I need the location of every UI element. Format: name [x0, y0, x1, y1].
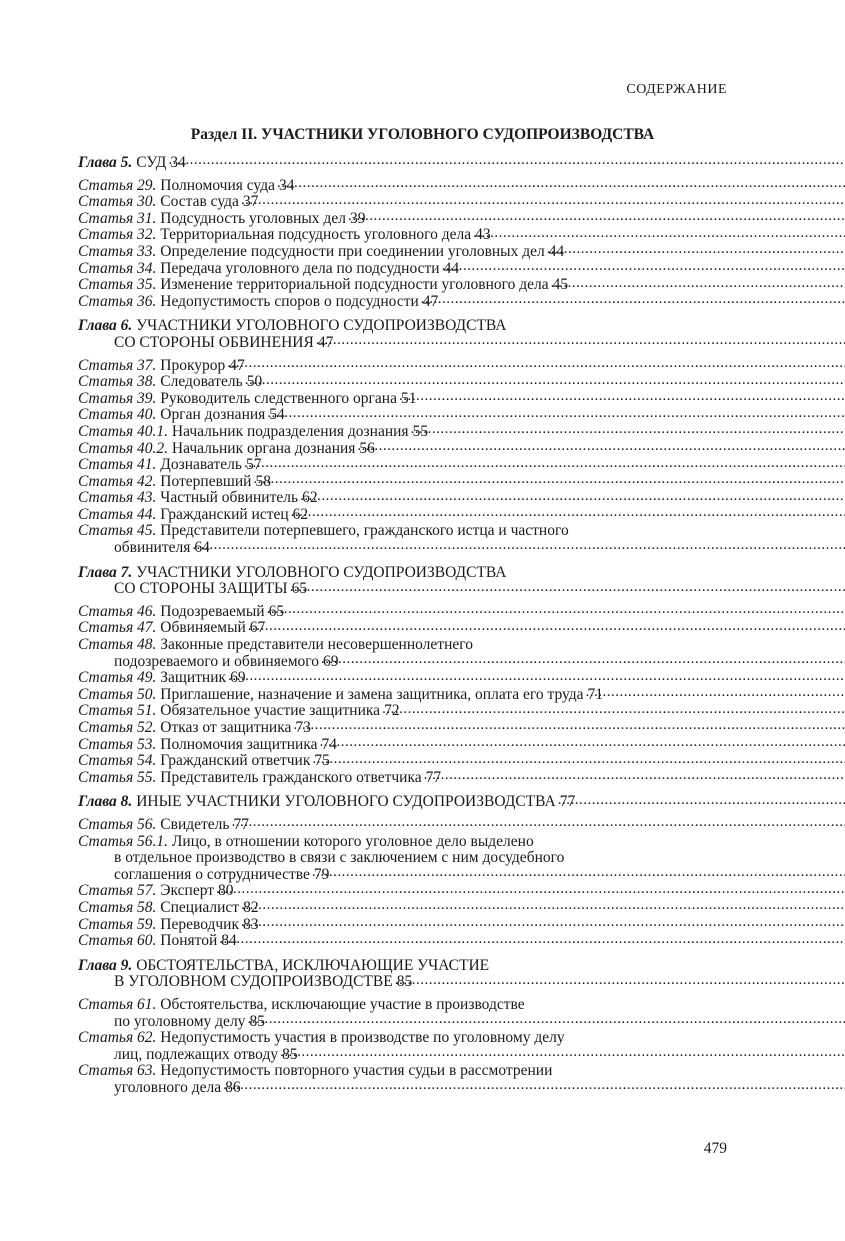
article-title: Гражданский ответчик [160, 752, 311, 770]
article-line [78, 294, 727, 311]
article-label: Статья 36. [78, 292, 157, 310]
chapter-title: СО СТОРОНЫ ЗАЩИТЫ [114, 580, 288, 598]
article-line [78, 540, 727, 557]
article-title: Территориальная подсудность уголовного дела [160, 226, 472, 244]
article-title: Обвиняемый [160, 619, 246, 637]
article-entry [78, 620, 727, 637]
article-text [78, 456, 242, 473]
article-label: Статья 40.1. [78, 422, 169, 440]
article-title: Орган дознания [160, 406, 266, 424]
section-title: Раздел II. УЧАСТНИКИ УГОЛОВНОГО СУДОПРОИЗВОДСТВА [190, 126, 655, 143]
article-label: Статья 32. [78, 226, 157, 244]
article-entry [78, 294, 727, 311]
article-title: Отказ от защитника [160, 719, 292, 736]
article-text [78, 669, 226, 686]
article-title: Гражданский истец [160, 505, 289, 523]
article-text [78, 719, 291, 736]
article-page: 85 [282, 1045, 298, 1063]
article-label: Статья 37. [78, 356, 157, 374]
article-text [78, 916, 239, 933]
article-title: Представители потерпевшего, гражданского истца и частного [160, 522, 569, 540]
article-title: Начальник органа дознания [171, 439, 356, 457]
article-text [78, 489, 298, 506]
article-label: Статья 56.1. [78, 832, 169, 850]
article-page: 69 [230, 669, 246, 687]
article-line [78, 1080, 727, 1097]
chapter-block [78, 318, 727, 556]
article-page: 84 [221, 932, 237, 950]
article-page: 47 [422, 292, 439, 310]
chapter-text [114, 334, 314, 351]
article-label: Статья 46. [78, 602, 157, 620]
article-text [114, 539, 190, 556]
chapter-line [78, 335, 727, 352]
article-line [78, 1047, 727, 1064]
article-entry [78, 1063, 727, 1096]
article-label: Статья 44. [78, 505, 157, 523]
article-page: 75 [314, 752, 330, 770]
article-line [78, 507, 727, 524]
chapter-block [78, 565, 727, 787]
article-label: Статья 51. [78, 702, 157, 720]
article-line [78, 933, 727, 950]
chapter-heading [78, 565, 727, 598]
article-page: 82 [243, 898, 259, 916]
article-page: 62 [302, 489, 318, 507]
article-title: Дознаватель [160, 456, 242, 474]
table-of-contents [78, 155, 727, 1104]
article-title: Потерпевший [160, 472, 252, 490]
article-text [78, 736, 318, 753]
article-text [114, 1046, 278, 1063]
article-page: 80 [218, 882, 234, 900]
article-text [78, 833, 534, 850]
article-page: 69 [323, 652, 339, 670]
article-page: 64 [194, 539, 210, 557]
chapter-label: Глава 6. [78, 317, 133, 335]
article-title: Обстоятельства, исключающие участие в производстве [160, 995, 525, 1013]
article-text [78, 506, 289, 523]
article-entry [78, 770, 727, 787]
article-title: Лицо, в отношении которого уголовное дело выделено [171, 832, 534, 850]
article-title: Защитник [160, 669, 227, 687]
article-text [78, 210, 346, 227]
article-label: Статья 29. [78, 176, 157, 194]
chapter-page: 85 [396, 973, 413, 991]
page-number: 479 [703, 1140, 727, 1157]
running-header: СОДЕРЖАНИЕ [626, 82, 727, 97]
chapter-text [114, 580, 288, 597]
article-label: Статья 48. [78, 636, 157, 654]
article-text [78, 260, 440, 277]
article-title: по уголовному делу [114, 1012, 246, 1030]
chapter-label: Глава 7. [78, 563, 133, 581]
article-label: Статья 63. [78, 1062, 157, 1080]
article-text [78, 193, 239, 210]
article-title: Начальник подразделения дознания [171, 422, 409, 440]
article-label: Статья 41. [78, 456, 157, 474]
article-label: Статья 45. [78, 522, 157, 540]
article-label: Статья 43. [78, 489, 157, 507]
chapter-label: Глава 8. [78, 793, 133, 811]
chapter-text [114, 973, 393, 990]
chapter-title: ОБСТОЯТЕЛЬСТВА, ИСКЛЮЧАЮЩИЕ УЧАСТИЕ [136, 956, 490, 974]
article-entry [78, 507, 727, 524]
article-text [78, 932, 217, 949]
article-title: Полномочия защитника [160, 735, 318, 753]
article-text [78, 473, 251, 490]
article-text [78, 373, 243, 390]
article-text [78, 769, 422, 786]
article-title: Подсудность уголовных дел [160, 209, 346, 227]
chapter-title: СУД [136, 154, 167, 171]
article-text [78, 816, 229, 833]
article-title: лиц, подлежащих отводу [114, 1045, 279, 1063]
article-title: Переводчик [160, 915, 240, 933]
chapter-label: Глава 5. [78, 154, 133, 171]
article-text [78, 752, 310, 769]
article-title: в отдельное производство в связи с заключением с ним досудебного [114, 849, 565, 867]
article-text [78, 357, 225, 374]
article-page: 72 [384, 702, 400, 720]
article-text [114, 1013, 245, 1030]
chapter-block [78, 794, 727, 949]
article-entry [78, 637, 727, 670]
article-label: Статья 50. [78, 685, 157, 703]
article-label: Статья 30. [78, 193, 157, 211]
article-title: Приглашение, назначение и замена защитника, оплата его труда [160, 685, 584, 703]
article-entry [78, 523, 727, 556]
article-label: Статья 53. [78, 735, 157, 753]
chapter-heading [78, 794, 727, 811]
article-title: Состав суда [160, 193, 239, 211]
article-page: 86 [225, 1078, 241, 1096]
article-label: Статья 42. [78, 472, 157, 490]
chapter-title: СО СТОРОНЫ ОБВИНЕНИЯ [114, 333, 314, 351]
article-label: Статья 49. [78, 669, 157, 687]
article-title: Свидетель [160, 815, 230, 833]
article-page: 39 [349, 209, 366, 227]
article-page: 62 [292, 505, 309, 523]
chapter-page: 34 [170, 154, 186, 171]
article-title: соглашения о сотрудничестве [114, 865, 310, 883]
chapter-text [78, 793, 556, 810]
article-line [78, 1014, 727, 1031]
article-page: 65 [268, 602, 285, 620]
article-page: 77 [425, 768, 442, 786]
chapter-line [78, 581, 727, 598]
article-line [78, 817, 727, 834]
article-page: 45 [552, 276, 569, 294]
article-label: Статья 40. [78, 406, 157, 424]
article-text [78, 899, 239, 916]
article-title: подозреваемого и обвиняемого [114, 652, 320, 670]
article-page: 79 [313, 865, 330, 883]
article-page: 57 [245, 456, 262, 474]
article-text [114, 1079, 221, 1096]
article-label: Статья 61. [78, 995, 157, 1013]
article-label: Статья 55. [78, 768, 157, 786]
article-title: Обязательное участие защитника [160, 702, 381, 720]
article-page: 83 [243, 915, 259, 933]
article-label: Статья 62. [78, 1029, 157, 1047]
article-title: уголовного дела [114, 1078, 222, 1096]
article-page: 56 [359, 439, 375, 457]
article-label: Статья 58. [78, 898, 157, 916]
chapter-heading [78, 318, 727, 351]
chapter-line [78, 794, 727, 811]
article-line [78, 620, 727, 637]
article-text [78, 882, 214, 899]
article-page: 67 [249, 619, 266, 637]
article-title: Специалист [160, 898, 240, 916]
article-entry [78, 997, 727, 1030]
article-label: Статья 52. [78, 719, 157, 736]
article-title: Представитель гражданского ответчика [160, 768, 422, 786]
chapter-page: 47 [317, 333, 334, 351]
article-line [78, 834, 727, 851]
chapter-title: УЧАСТНИКИ УГОЛОВНОГО СУДОПРОИЗВОДСТВА [136, 563, 507, 581]
article-label: Статья 57. [78, 882, 157, 900]
article-label: Статья 54. [78, 752, 157, 770]
article-page: 43 [475, 226, 491, 244]
article-title: Определение подсудности при соединении уголовных дел [160, 242, 545, 260]
chapter-title: УЧАСТНИКИ УГОЛОВНОГО СУДОПРОИЗВОДСТВА [136, 317, 507, 335]
article-title: Следователь [160, 373, 243, 391]
article-text [78, 293, 419, 310]
chapter-label: Глава 9. [78, 956, 133, 974]
article-entry [78, 933, 727, 950]
article-text [78, 603, 265, 620]
article-title: Недопустимость участия в производстве по уголовному делу [160, 1029, 565, 1047]
article-title: Недопустимость повторного участия судьи в рассмотрении [160, 1062, 553, 1080]
article-page: 55 [412, 422, 429, 440]
chapter-block [78, 155, 727, 310]
article-page: 85 [249, 1012, 265, 1030]
article-line [78, 770, 727, 787]
article-label: Статья 40.2. [78, 439, 169, 457]
article-title: обвинителя [114, 539, 191, 557]
article-title: Прокурор [160, 356, 226, 374]
article-label: Статья 59. [78, 915, 157, 933]
article-page: 73 [295, 719, 311, 736]
article-label: Статья 31. [78, 209, 157, 227]
article-label: Статья 34. [78, 259, 157, 277]
chapter-page: 77 [559, 793, 576, 811]
article-label: Статья 38. [78, 373, 157, 391]
article-title: Передача уголовного дела по подсудности [160, 259, 440, 277]
chapter-line [78, 974, 727, 991]
article-label: Статья 47. [78, 619, 157, 637]
article-page: 44 [443, 259, 460, 277]
chapter-page: 65 [291, 580, 308, 598]
chapter-title: В УГОЛОВНОМ СУДОПРОИЗВОДСТВЕ [114, 973, 393, 991]
article-title: Полномочия суда [160, 176, 275, 194]
article-page: 51 [400, 389, 417, 407]
article-title: Изменение территориальной подсудности уголовного дела [160, 276, 549, 294]
article-title: Частный обвинитель [160, 489, 299, 507]
article-page: 74 [321, 735, 338, 753]
article-entry [78, 817, 727, 834]
article-title: Законные представители несовершеннолетнего [160, 636, 473, 654]
article-page: 58 [255, 472, 271, 490]
article-page: 37 [242, 193, 259, 211]
article-label: Статья 35. [78, 276, 157, 294]
article-title: Руководитель следственного органа [160, 389, 397, 407]
chapter-text [78, 154, 166, 171]
article-title: Понятой [160, 932, 218, 950]
article-page: 54 [269, 406, 285, 424]
article-page: 44 [548, 242, 565, 260]
chapter-line [78, 155, 727, 172]
article-page: 34 [278, 176, 295, 194]
article-page: 77 [233, 815, 249, 833]
article-page: 47 [229, 356, 245, 374]
article-entry [78, 834, 727, 884]
article-title: Недопустимость споров о подсудности [160, 292, 419, 310]
article-page: 50 [246, 373, 263, 391]
chapter-heading [78, 958, 727, 991]
article-entry [78, 1030, 727, 1063]
article-page: 71 [587, 685, 604, 703]
article-text [78, 226, 471, 243]
article-title: Эксперт [160, 882, 215, 900]
chapter-block [78, 958, 727, 1097]
article-title: Подозреваемый [160, 602, 265, 620]
chapter-title: ИНЫЕ УЧАСТНИКИ УГОЛОВНОГО СУДОПРОИЗВОДСТВА [136, 793, 556, 811]
chapter-heading [78, 155, 727, 172]
article-label: Статья 33. [78, 242, 157, 260]
article-label: Статья 56. [78, 815, 157, 833]
article-text [78, 406, 265, 423]
article-text [78, 619, 246, 636]
article-label: Статья 60. [78, 932, 157, 950]
article-label: Статья 39. [78, 389, 157, 407]
